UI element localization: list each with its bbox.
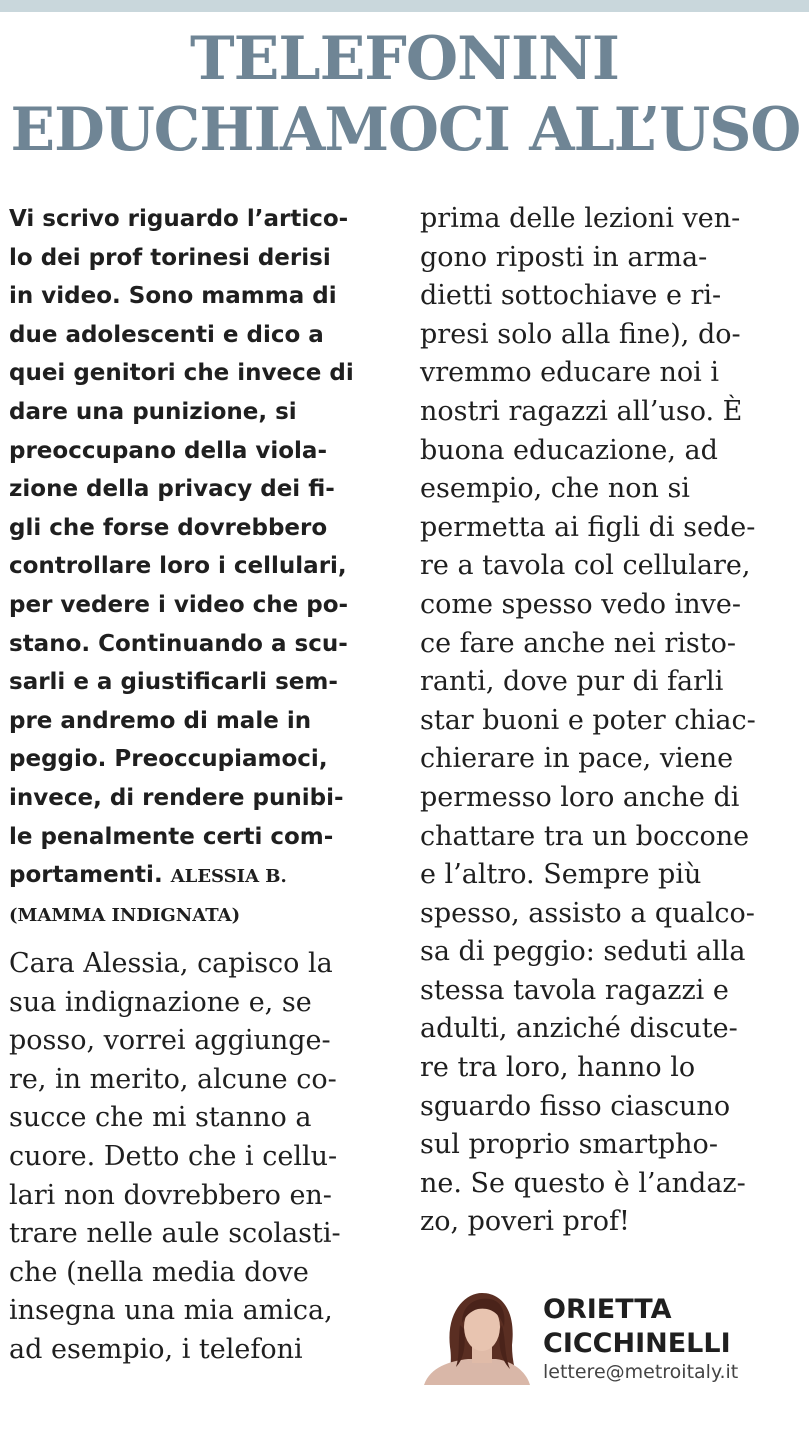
headline-line-1: TELEFONINI (190, 24, 619, 94)
reply-line: ne. Se questo è l’andaz- (420, 1167, 746, 1199)
reply-line: sguardo fisso ciascuno (420, 1090, 731, 1122)
letter-line: stano. Continuando a scu- (9, 630, 348, 657)
reply-line: vremmo educare noi i (420, 357, 720, 389)
reply-line: posso, vorrei aggiunge- (9, 1025, 331, 1057)
reply-line: lari non dovrebbero en- (9, 1179, 332, 1211)
reply-line: succe che mi stanno a (9, 1102, 312, 1134)
reply-line: cuore. Detto che i cellu- (9, 1140, 338, 1172)
reply-line: zo, poveri prof! (420, 1206, 630, 1238)
reply-line: ranti, dove pur di farli (420, 666, 724, 698)
author-last-name: CICCHINELLI (543, 1328, 731, 1359)
letter-line: lo dei prof torinesi derisi (9, 244, 331, 271)
editor-reply-part-1 (9, 945, 394, 1370)
reply-line: esempio, che non si (420, 473, 690, 505)
reply-line: sul proprio smartpho- (420, 1129, 718, 1161)
letter-line: Vi scrivo riguardo l’artico- (9, 206, 349, 232)
author-name (543, 1293, 731, 1361)
letter-line: le penalmente certi com- (9, 823, 334, 850)
letter-column (9, 200, 389, 935)
reply-line: presi solo alla fine), do- (420, 318, 741, 350)
reply-line: trare nelle aule scolasti- (9, 1218, 341, 1250)
editor-reply-part-2 (420, 200, 800, 1242)
reply-line: buona educazione, ad (420, 434, 718, 466)
letter-line: dare una punizione, si (9, 398, 297, 425)
reply-line: sa di peggio: seduti alla (420, 936, 746, 968)
reply-line: re, in merito, alcune co- (9, 1063, 337, 1095)
letter-line: invece, di rendere punibi- (9, 784, 344, 811)
reply-line: re a tavola col cellulare, (420, 550, 751, 582)
letter-line: per vedere i video che po- (9, 591, 349, 618)
author-first-name: ORIETTA (543, 1294, 672, 1325)
reply-line: nostri ragazzi all’uso. È (420, 395, 743, 427)
author-email: lettere@metroitaly.it (543, 1361, 739, 1383)
reply-line: permetta ai figli di sede- (420, 511, 756, 543)
reply-line: chierare in pace, viene (420, 743, 734, 775)
reply-line: ad esempio, i telefoni (9, 1333, 303, 1365)
reply-line: gono riposti in arma- (420, 241, 708, 273)
letter-line: zione della privacy dei fi- (9, 476, 335, 503)
reply-column-right (420, 200, 800, 1242)
reader-letter (9, 200, 389, 935)
signature-note: (MAMMA INDIGNATA) (9, 904, 241, 926)
reply-line: star buoni e poter chiac- (420, 704, 756, 736)
reply-line: insegna una mia amica, (9, 1295, 333, 1327)
letter-line: sarli e a giustificarli sem- (9, 669, 338, 696)
reply-line: Cara Alessia, capisco la (9, 948, 333, 979)
reply-line: spesso, assisto a qualco- (420, 897, 755, 929)
reply-line: re tra loro, hanno lo (420, 1052, 696, 1084)
letter-line: peggio. Preoccupiamoci, (9, 746, 328, 773)
letter-line: gli che forse dovrebbero (9, 514, 328, 541)
top-color-bar (0, 0, 809, 12)
headline-line-2: EDUCHIAMOCI ALL’USO (10, 95, 801, 165)
reply-line: adulti, anziché discute- (420, 1013, 738, 1045)
author-byline (420, 1287, 800, 1397)
letter-line: quei genitori che invece di (9, 360, 354, 387)
letter-last-line (9, 856, 389, 897)
reply-line: che (nella media dove (9, 1256, 309, 1288)
reply-line: sua indignazione e, se (9, 986, 312, 1018)
reply-column-left (9, 945, 394, 1370)
headline (0, 26, 809, 168)
letter-line: pre andremo di male in (9, 707, 312, 734)
reply-line: stessa tavola ragazzi e (420, 974, 729, 1006)
letter-line: due adolescenti e dico a (9, 321, 324, 348)
reply-line: dietti sottochiave e ri- (420, 280, 722, 312)
letter-last-text: portamenti. (9, 862, 163, 889)
reply-line: chattare tra un boccone (420, 820, 750, 852)
author-photo (420, 1287, 532, 1385)
reply-line: prima delle lezioni ven- (420, 203, 741, 234)
reply-line: ce fare anche nei risto- (420, 627, 737, 659)
reply-line: e l’altro. Sempre più (420, 859, 702, 891)
reply-line: come spesso vedo inve- (420, 588, 741, 620)
letter-line: preoccupano della viola- (9, 437, 328, 464)
letter-line: controllare loro i cellulari, (9, 553, 347, 580)
letter-line: in video. Sono mamma di (9, 283, 337, 310)
signature-name: ALESSIA B. (170, 866, 287, 888)
reply-line: permesso loro anche di (420, 781, 740, 813)
